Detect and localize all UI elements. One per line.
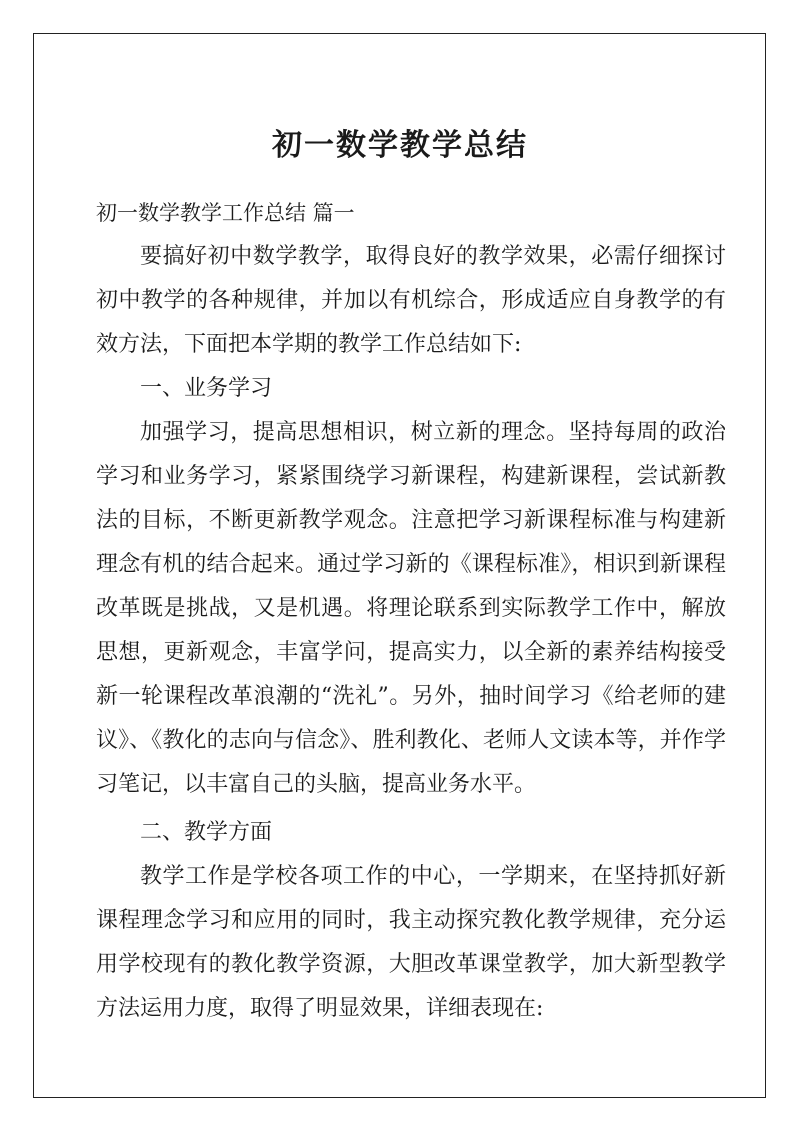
- section-heading-business-study: 一、业务学习: [140, 376, 273, 401]
- document-body: [96, 191, 726, 1031]
- section-body-business-study: 加强学习，提高思想相识，树立新的理念。坚持每周的政治学习和业务学习，紧紧围绕学习新课程，构建新课程，尝试新教法的目标，不断更新教学观念。注意把学习新课程标准与构建新理念有机的结合起来。通过学习新的《课程标准》，相识到新课程改革既是挑战，又是机遇。将理论联系到实际教学工作中，解放思想，更新观念，丰富学问，提高实力，以全新的素养结构接受新一轮课程改革浪潮的“洗礼”。另外，抽时间学习《给老师的建议》、《教化的志向与信念》、胜利教化、老师人文读本等，并作学习笔记，以丰富自己的头脑，提高业务水平。: [96, 420, 726, 797]
- document-title: 初一数学教学总结: [272, 128, 528, 163]
- intro-paragraph: 要搞好初中数学教学，取得良好的教学效果，必需仔细探讨初中教学的各种规律，并加以有机综合，形成适应自身教学的有效方法，下面把本学期的教学工作总结如下:: [96, 244, 726, 357]
- section-heading-teaching: 二、教学方面: [140, 820, 273, 845]
- document-subtitle: 初一数学教学工作总结 篇一: [96, 201, 355, 225]
- section-body-teaching: 教学工作是学校各项工作的中心，一学期来，在坚持抓好新课程理念学习和应用的同时，我主动探究教化教学规律，充分运用学校现有的教化教学资源，大胆改革课堂教学，加大新型教学方法运用力度，取得了明显效果，详细表现在:: [96, 864, 726, 1021]
